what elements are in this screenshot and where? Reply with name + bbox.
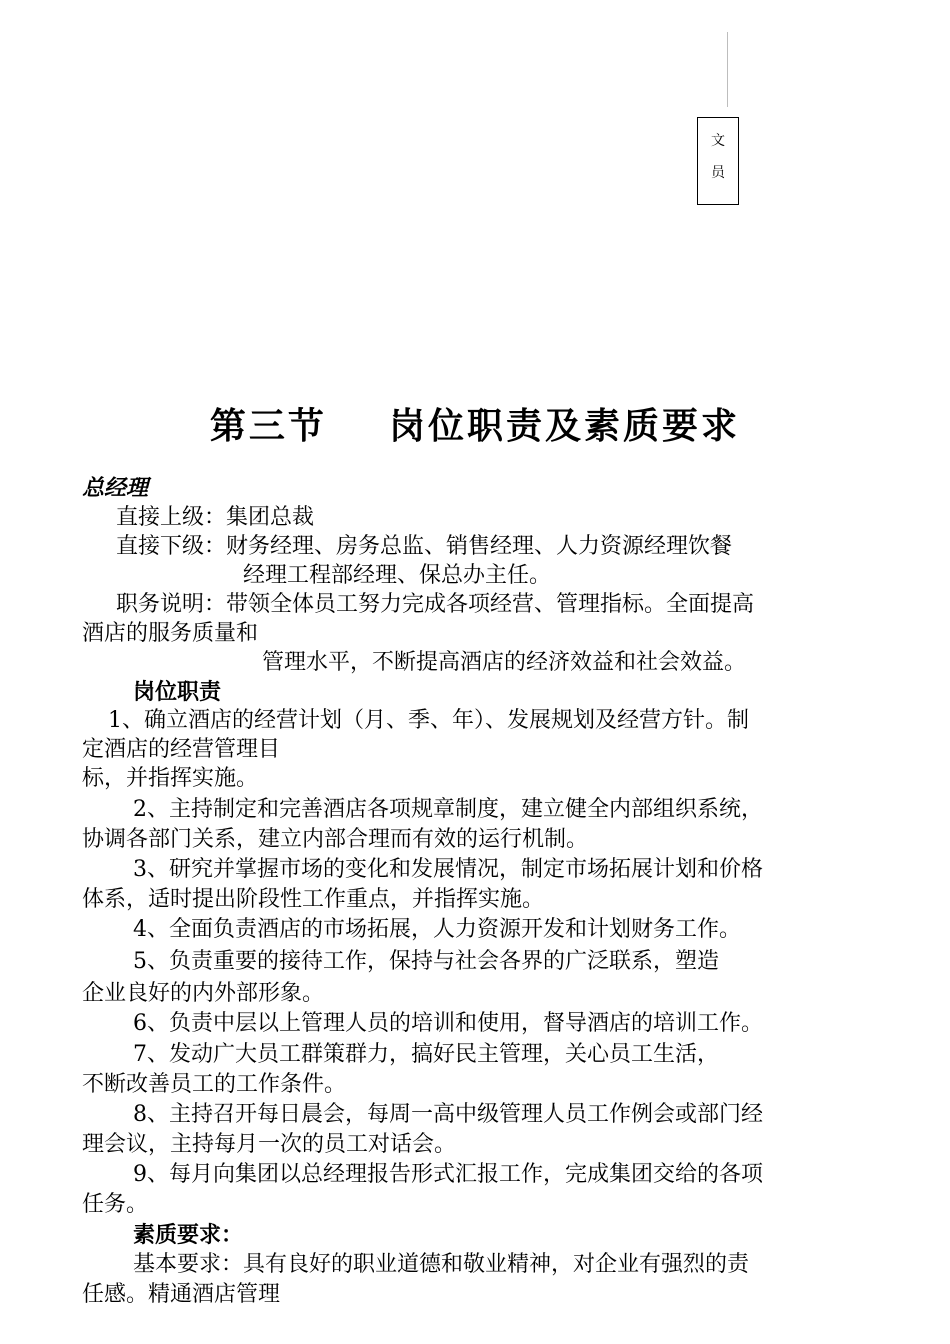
duty-line: 不断改善员工的工作条件。	[82, 1072, 347, 1097]
duty-line: 3、研究并掌握市场的变化和发展情况，制定市场拓展计划和价格	[133, 857, 763, 882]
duty-line: 2、主持制定和完善酒店各项规章制度，建立健全内部组织系统，	[133, 797, 763, 822]
duty-line: 理会议，主持每月一次的员工对话会。	[82, 1132, 457, 1157]
job-description-line-2: 酒店的服务质量和	[82, 621, 259, 646]
duty-line: 任务。	[82, 1192, 149, 1217]
gm-heading: 总经理	[82, 475, 149, 501]
duty-line: 9、每月向集团以总经理报告形式汇报工作，完成集团交给的各项	[133, 1162, 763, 1187]
duty-line: 8、主持召开每日晨会，每周一高中级管理人员工作例会或部门经	[133, 1102, 763, 1127]
duty-line: 协调各部门关系，建立内部合理而有效的运行机制。	[82, 827, 589, 852]
header-divider-line	[727, 32, 728, 107]
duty-line: 定酒店的经营管理目	[82, 737, 281, 762]
duty-line: 企业良好的内外部形象。	[82, 981, 325, 1006]
duty-line: 7、发动广大员工群策群力，搞好民主管理，关心员工生活，	[133, 1042, 719, 1067]
quality-line-1: 基本要求：具有良好的职业道德和敬业精神，对企业有强烈的责	[133, 1252, 750, 1277]
duty-line: 标，并指挥实施。	[82, 766, 259, 791]
side-label-char-1: 文	[711, 133, 725, 149]
duties-heading: 岗位职责	[133, 679, 222, 705]
job-description-line-3: 管理水平，不断提高酒店的经济效益和社会效益。	[262, 650, 747, 675]
quality-heading: 素质要求：	[133, 1222, 244, 1248]
duty-line: 1、确立酒店的经营计划（月、季、年）、发展规划及经营方针。制	[108, 708, 749, 733]
duty-line: 4、全面负责酒店的市场拓展，人力资源开发和计划财务工作。	[133, 917, 741, 942]
direct-subordinates-line-1: 直接下级：财务经理、房务总监、销售经理、人力资源经理饮餐	[116, 534, 733, 559]
duty-line: 5、负责重要的接待工作，保持与社会各界的广泛联系，塑造	[133, 949, 719, 974]
side-label-box	[697, 117, 739, 205]
direct-superior: 直接上级：集团总裁	[116, 505, 315, 530]
duty-line: 6、负责中层以上管理人员的培训和使用，督导酒店的培训工作。	[133, 1011, 763, 1036]
duty-line: 体系，适时提出阶段性工作重点，并指挥实施。	[82, 887, 545, 912]
job-description-line-1: 职务说明：带领全体员工努力完成各项经营、管理指标。全面提高	[116, 592, 755, 617]
section-title: 第三节 岗位职责及素质要求	[209, 405, 741, 447]
direct-subordinates-line-2: 经理工程部经理、保总办主任。	[243, 563, 552, 588]
quality-line-2: 任感。精通酒店管理	[82, 1282, 281, 1307]
side-label-char-2: 员	[711, 165, 725, 181]
